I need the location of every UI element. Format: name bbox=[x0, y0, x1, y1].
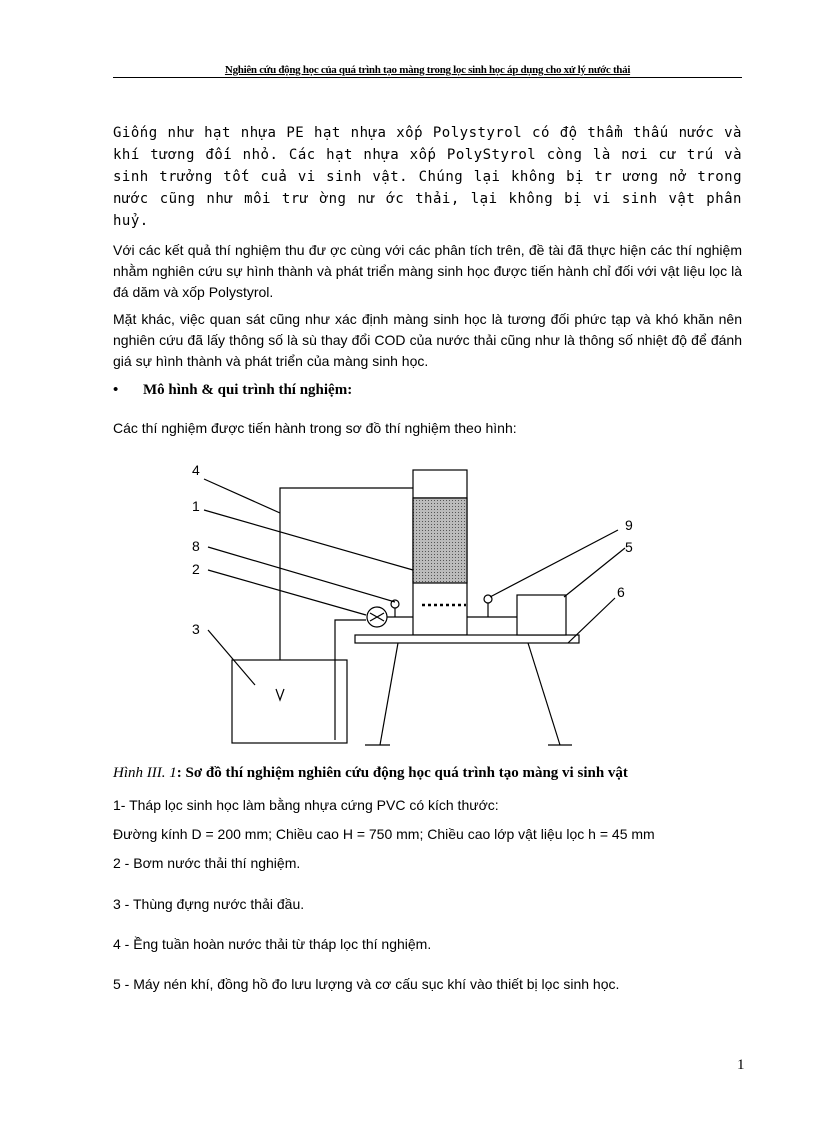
paragraph-results: Với các kết quả thí nghiệm thu đư ợc cùng với các phân tích trên, đề tài đã thực hiện các thí nghiệm nhằm nghiên cứu sự hình thành và phát triển màng sinh học được tiến hành chỉ đối với vật liệu lọc là đá dăm và xốp Polystyrol. bbox=[113, 242, 742, 300]
label-1: 1 bbox=[192, 498, 200, 514]
diagram-intro: Các thí nghiệm được tiến hành trong sơ đồ thí nghiệm theo hình: bbox=[113, 420, 517, 436]
paragraph-polystyrol: Giống như hạt nhựa PE hạt nhựa xốp Polystyrol có độ thẩm thấu nước và khí tương đối nhỏ. Các hạt nhựa xốp PolyStyrol còng là nơi cư trú và sinh trưởng tốt cuả vi sinh vật. Chúng lại không bị tr ương nở trong nước cũng như môi trư ờng nư ớc thải, lại không bị vi sinh vật phân huỷ. bbox=[113, 125, 742, 229]
label-6: 6 bbox=[617, 584, 625, 600]
label-8: 8 bbox=[192, 538, 200, 554]
waste-tank bbox=[232, 660, 347, 743]
label-9: 9 bbox=[625, 517, 633, 533]
label-4: 4 bbox=[192, 462, 200, 478]
section-heading: Mô hình & qui trình thí nghiệm: bbox=[143, 382, 353, 398]
header-rule bbox=[113, 77, 742, 78]
section-bullet bbox=[113, 382, 352, 399]
filter-media-layer bbox=[413, 498, 467, 583]
list-item: 2 - Bơm nước thải thí nghiệm. bbox=[113, 855, 301, 871]
label-3: 3 bbox=[192, 621, 200, 637]
label-2: 2 bbox=[192, 561, 200, 577]
list-item: 4 - Ềng tuần hoàn nước thải từ tháp lọc thí nghiệm. bbox=[113, 936, 432, 952]
caption-text: Sơ đồ thí nghiệm nghiên cứu động học quá trình tạo màng vi sinh vật bbox=[185, 765, 628, 781]
bullet-dot: • bbox=[113, 382, 119, 398]
air-compressor bbox=[517, 595, 566, 635]
figure-label: Hình III. 1 bbox=[113, 765, 177, 781]
platform-leg-right bbox=[528, 643, 560, 745]
list-item: 5 - Máy nén khí, đồng hồ đo lưu lượng và cơ cấu sục khí vào thiết bị lọc sinh học. bbox=[113, 976, 620, 992]
label-5: 5 bbox=[625, 539, 633, 555]
platform-leg-left bbox=[380, 643, 398, 745]
experiment-diagram bbox=[170, 455, 640, 765]
running-header: Nghiên cứu động học của quá trình tạo màng trong lọc sinh học áp dụng cho xử lý nước thải bbox=[224, 64, 631, 76]
list-item: 3 - Thùng đựng nước thải đầu. bbox=[113, 896, 305, 912]
paragraph-observation: Mặt khác, việc quan sát cũng như xác định màng sinh học là tương đối phức tạp và khó khăn nên nghiên cứu đã lấy thông số là sù thay đổi COD của nước thải cũng như là thông số nhiệt độ để đánh giá sự hình thành và phát triển của màng sinh học. bbox=[113, 311, 742, 369]
figure-caption bbox=[113, 765, 628, 782]
page-number: 1 bbox=[737, 1057, 745, 1073]
platform-bench bbox=[355, 635, 579, 643]
list-item: Đường kính D = 200 mm; Chiều cao H = 750 mm; Chiều cao lớp vật liệu lọc h = 45 mm bbox=[113, 826, 655, 842]
caption-separator: : bbox=[176, 765, 186, 781]
list-item: 1- Tháp lọc sinh học làm bằng nhựa cứng PVC có kích thước: bbox=[113, 797, 499, 813]
